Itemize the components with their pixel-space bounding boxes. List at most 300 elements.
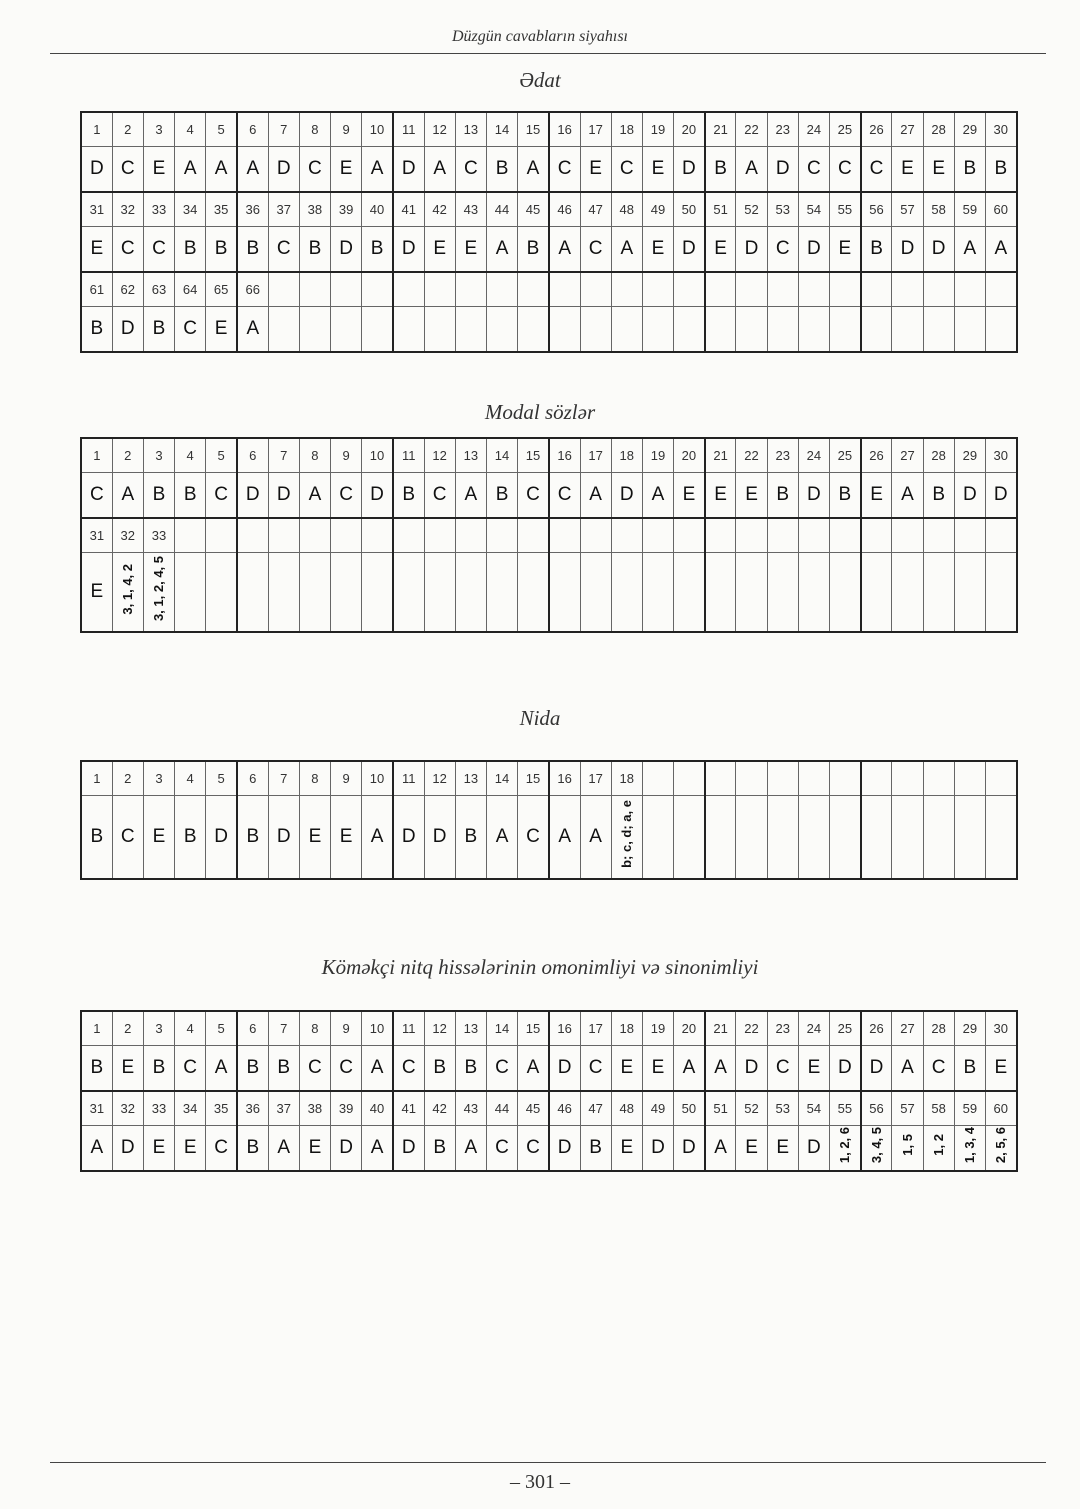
question-number-cell: [736, 761, 767, 796]
answer-cell: D: [268, 473, 299, 519]
question-number-cell: 14: [486, 1011, 517, 1046]
answer-cell: C: [143, 227, 174, 273]
answer-cell: C: [175, 307, 206, 353]
question-number-cell: 34: [175, 192, 206, 227]
question-number-cell: 24: [798, 112, 829, 147]
answer-cell: C: [112, 147, 143, 193]
question-number-cell: [861, 761, 892, 796]
question-number-cell: [362, 272, 393, 307]
answer-cell: [736, 553, 767, 633]
answer-cell: C: [175, 1046, 206, 1092]
question-number-cell: 29: [954, 438, 985, 473]
answer-cell: D: [362, 473, 393, 519]
answer-cell: D: [237, 473, 268, 519]
question-number-cell: [830, 272, 861, 307]
answer-cell: [892, 796, 923, 880]
question-number-cell: [611, 518, 642, 553]
question-number-row: [81, 438, 1017, 473]
question-number-cell: 33: [143, 1091, 174, 1126]
question-number-cell: [393, 518, 424, 553]
answer-cell: [206, 553, 237, 633]
question-number-cell: 64: [175, 272, 206, 307]
answer-cell: [455, 307, 486, 353]
question-number-cell: 15: [518, 1011, 549, 1046]
question-number-cell: 33: [143, 518, 174, 553]
question-number-cell: [767, 272, 798, 307]
answer-cell: E: [299, 1126, 330, 1172]
answer-cell: [985, 796, 1016, 880]
footer-rule: [50, 1462, 1046, 1463]
answer-cell: D: [736, 1046, 767, 1092]
answer-cell: A: [985, 227, 1016, 273]
question-number-cell: 33: [143, 192, 174, 227]
answer-cell: C: [112, 796, 143, 880]
question-number-cell: 59: [954, 192, 985, 227]
answer-cell: [424, 307, 455, 353]
answer-cell: [798, 553, 829, 633]
answer-cell: A: [892, 1046, 923, 1092]
question-number-cell: [798, 518, 829, 553]
question-number-cell: [268, 272, 299, 307]
question-number-cell: 50: [674, 192, 705, 227]
answer-cell: B: [923, 473, 954, 519]
answer-sequence: 3, 1, 2, 4, 5: [151, 556, 167, 622]
answer-cell: [830, 796, 861, 880]
answer-cell: A: [954, 227, 985, 273]
answer-table-nida: [80, 760, 1018, 880]
question-number-cell: 57: [892, 192, 923, 227]
question-number-cell: 16: [549, 761, 580, 796]
answer-cell: C: [206, 1126, 237, 1172]
question-number-cell: 23: [767, 112, 798, 147]
answer-cell: [549, 307, 580, 353]
question-number-cell: 5: [206, 112, 237, 147]
answer-cell: E: [143, 1126, 174, 1172]
answer-cell: D: [830, 1046, 861, 1092]
answer-cell: E: [892, 147, 923, 193]
answer-cell: B: [299, 227, 330, 273]
answer-cell: [642, 307, 673, 353]
question-number-cell: [331, 272, 362, 307]
question-number-cell: 3: [143, 1011, 174, 1046]
answer-cell: [549, 553, 580, 633]
question-number-cell: 29: [954, 112, 985, 147]
answer-cell: B: [455, 796, 486, 880]
question-number-cell: 62: [112, 272, 143, 307]
answer-cell: A: [455, 1126, 486, 1172]
question-number-cell: [798, 761, 829, 796]
question-number-cell: 57: [892, 1091, 923, 1126]
answer-cell: A: [81, 1126, 112, 1172]
answer-cell: [985, 1126, 1016, 1172]
answer-cell: B: [580, 1126, 611, 1172]
answer-cell: E: [861, 473, 892, 519]
answer-cell: [923, 307, 954, 353]
question-number-cell: 26: [861, 112, 892, 147]
answer-cell: [112, 553, 143, 633]
answer-cell: B: [424, 1126, 455, 1172]
answer-table-modal: [80, 437, 1018, 633]
question-number-row: [81, 272, 1017, 307]
answer-cell: C: [923, 1046, 954, 1092]
answer-cell: B: [175, 796, 206, 880]
answer-cell: C: [486, 1046, 517, 1092]
question-number-cell: 9: [331, 1011, 362, 1046]
answer-cell: [362, 307, 393, 353]
answer-cell: A: [736, 147, 767, 193]
answer-cell: [518, 553, 549, 633]
answer-cell: B: [237, 796, 268, 880]
answer-cell: A: [580, 473, 611, 519]
question-number-cell: 46: [549, 1091, 580, 1126]
question-number-cell: 49: [642, 1091, 673, 1126]
answer-cell: B: [861, 227, 892, 273]
question-number-cell: 55: [830, 1091, 861, 1126]
question-number-cell: 43: [455, 1091, 486, 1126]
question-number-cell: [455, 518, 486, 553]
question-number-cell: 5: [206, 1011, 237, 1046]
answer-cell: E: [798, 1046, 829, 1092]
question-number-cell: [954, 518, 985, 553]
question-number-cell: 24: [798, 438, 829, 473]
question-number-cell: [206, 518, 237, 553]
answer-cell: B: [985, 147, 1016, 193]
answer-cell: D: [112, 307, 143, 353]
section-title-edat: Ədat: [519, 68, 561, 92]
answer-cell: A: [518, 1046, 549, 1092]
answer-cell: A: [237, 307, 268, 353]
question-number-cell: [424, 518, 455, 553]
question-number-cell: 45: [518, 192, 549, 227]
question-number-cell: [923, 272, 954, 307]
answer-cell: A: [206, 1046, 237, 1092]
question-number-cell: 34: [175, 1091, 206, 1126]
answer-cell: [393, 553, 424, 633]
question-number-cell: 2: [112, 112, 143, 147]
answer-cell: A: [674, 1046, 705, 1092]
question-number-cell: 25: [830, 438, 861, 473]
answer-cell: B: [237, 227, 268, 273]
answer-cell: [954, 553, 985, 633]
question-number-cell: 41: [393, 192, 424, 227]
answer-row: [81, 1126, 1017, 1172]
answer-cell: [424, 553, 455, 633]
question-number-cell: 50: [674, 1091, 705, 1126]
question-number-cell: 2: [112, 438, 143, 473]
answer-cell: A: [642, 473, 673, 519]
answer-row: [81, 473, 1017, 519]
question-number-cell: 39: [331, 1091, 362, 1126]
question-number-cell: [424, 272, 455, 307]
answer-cell: B: [268, 1046, 299, 1092]
question-number-cell: 11: [393, 761, 424, 796]
question-number-cell: 31: [81, 1091, 112, 1126]
question-number-cell: 12: [424, 112, 455, 147]
answer-cell: C: [455, 147, 486, 193]
answer-cell: [580, 307, 611, 353]
question-number-cell: [736, 272, 767, 307]
answer-cell: C: [112, 227, 143, 273]
question-number-cell: 11: [393, 1011, 424, 1046]
answer-table-omonimlik: [80, 1010, 1018, 1172]
answer-cell: [830, 307, 861, 353]
question-number-cell: 40: [362, 192, 393, 227]
answer-cell: C: [580, 1046, 611, 1092]
answer-cell: A: [518, 147, 549, 193]
question-number-cell: 48: [611, 192, 642, 227]
answer-cell: C: [486, 1126, 517, 1172]
question-number-cell: 58: [923, 1091, 954, 1126]
answer-cell: E: [923, 147, 954, 193]
answer-cell: [455, 553, 486, 633]
answer-cell: [861, 1126, 892, 1172]
question-number-cell: 16: [549, 1011, 580, 1046]
answer-sequence: 1, 3, 4: [962, 1126, 978, 1164]
question-number-cell: 65: [206, 272, 237, 307]
answer-cell: [642, 796, 673, 880]
question-number-cell: [985, 272, 1016, 307]
answer-cell: A: [705, 1126, 736, 1172]
answer-cell: [985, 553, 1016, 633]
answer-sequence: 1, 2, 6: [837, 1126, 853, 1164]
question-number-cell: 16: [549, 438, 580, 473]
question-number-cell: 3: [143, 761, 174, 796]
question-number-cell: 4: [175, 761, 206, 796]
section-title-nida: Nida: [519, 706, 561, 730]
answer-cell: [331, 307, 362, 353]
answer-cell: A: [299, 473, 330, 519]
question-number-cell: [674, 518, 705, 553]
question-number-cell: [549, 518, 580, 553]
question-number-cell: 14: [486, 112, 517, 147]
question-number-cell: 31: [81, 192, 112, 227]
answer-cell: B: [954, 1046, 985, 1092]
answer-cell: E: [736, 1126, 767, 1172]
question-number-cell: 15: [518, 438, 549, 473]
question-number-cell: 35: [206, 1091, 237, 1126]
answer-cell: [767, 553, 798, 633]
answer-cell: C: [424, 473, 455, 519]
question-number-cell: 22: [736, 1011, 767, 1046]
question-number-cell: 27: [892, 112, 923, 147]
question-number-cell: 58: [923, 192, 954, 227]
question-number-cell: 23: [767, 438, 798, 473]
answer-cell: E: [736, 473, 767, 519]
page-number: – 301 –: [510, 1471, 570, 1493]
answer-cell: D: [798, 227, 829, 273]
question-number-cell: 14: [486, 761, 517, 796]
answer-cell: E: [985, 1046, 1016, 1092]
answer-cell: E: [299, 796, 330, 880]
question-number-cell: [642, 272, 673, 307]
question-number-cell: 25: [830, 1011, 861, 1046]
question-number-cell: [518, 518, 549, 553]
answer-cell: B: [362, 227, 393, 273]
answer-cell: B: [206, 227, 237, 273]
answer-cell: D: [206, 796, 237, 880]
question-number-cell: 51: [705, 1091, 736, 1126]
question-number-cell: 20: [674, 112, 705, 147]
answer-cell: C: [331, 473, 362, 519]
question-number-cell: 7: [268, 112, 299, 147]
question-number-cell: 52: [736, 192, 767, 227]
answer-cell: C: [518, 796, 549, 880]
answer-cell: [486, 307, 517, 353]
answer-cell: D: [736, 227, 767, 273]
answer-cell: A: [424, 147, 455, 193]
question-number-cell: 37: [268, 192, 299, 227]
question-number-cell: 4: [175, 438, 206, 473]
question-number-cell: 28: [923, 1011, 954, 1046]
answer-row: [81, 1046, 1017, 1092]
answer-cell: [892, 1126, 923, 1172]
answer-cell: B: [143, 307, 174, 353]
answer-cell: D: [112, 1126, 143, 1172]
answer-cell: [923, 553, 954, 633]
question-number-cell: 39: [331, 192, 362, 227]
question-number-cell: 7: [268, 438, 299, 473]
question-number-cell: 3: [143, 438, 174, 473]
answer-cell: [705, 553, 736, 633]
answer-cell: [143, 553, 174, 633]
answer-cell: D: [767, 147, 798, 193]
question-number-cell: 2: [112, 761, 143, 796]
answer-row: [81, 227, 1017, 273]
question-number-cell: 10: [362, 761, 393, 796]
answer-cell: D: [331, 227, 362, 273]
question-number-cell: [518, 272, 549, 307]
answer-cell: [985, 307, 1016, 353]
question-number-cell: 18: [611, 112, 642, 147]
question-number-cell: 26: [861, 438, 892, 473]
answer-cell: C: [549, 473, 580, 519]
question-number-cell: 66: [237, 272, 268, 307]
answer-cell: C: [767, 1046, 798, 1092]
question-number-cell: [798, 272, 829, 307]
question-number-cell: [861, 272, 892, 307]
answer-cell: [767, 307, 798, 353]
answer-cell: [798, 307, 829, 353]
question-number-cell: 26: [861, 1011, 892, 1046]
question-number-cell: [861, 518, 892, 553]
question-number-cell: 8: [299, 761, 330, 796]
answer-cell: [798, 796, 829, 880]
answer-cell: B: [175, 473, 206, 519]
answer-cell: B: [705, 147, 736, 193]
answer-cell: C: [299, 1046, 330, 1092]
answer-row: [81, 796, 1017, 880]
question-number-cell: 43: [455, 192, 486, 227]
question-number-cell: 1: [81, 438, 112, 473]
answer-cell: [892, 307, 923, 353]
question-number-cell: 13: [455, 112, 486, 147]
answer-cell: C: [798, 147, 829, 193]
answer-cell: E: [143, 796, 174, 880]
question-number-cell: 15: [518, 112, 549, 147]
question-number-cell: 13: [455, 761, 486, 796]
answer-cell: [736, 307, 767, 353]
answer-cell: D: [393, 1126, 424, 1172]
answer-cell: C: [268, 227, 299, 273]
question-number-cell: 30: [985, 438, 1016, 473]
question-number-cell: [985, 761, 1016, 796]
question-number-cell: 40: [362, 1091, 393, 1126]
question-number-cell: [268, 518, 299, 553]
answer-cell: B: [954, 147, 985, 193]
answer-cell: [611, 796, 642, 880]
question-number-cell: 9: [331, 112, 362, 147]
answer-cell: [736, 796, 767, 880]
question-number-cell: 52: [736, 1091, 767, 1126]
question-number-cell: [923, 761, 954, 796]
question-number-cell: 21: [705, 438, 736, 473]
answer-cell: B: [393, 473, 424, 519]
question-number-cell: 17: [580, 1011, 611, 1046]
answer-table-edat: [80, 111, 1018, 353]
question-number-cell: 27: [892, 438, 923, 473]
question-number-cell: 35: [206, 192, 237, 227]
answer-cell: [954, 307, 985, 353]
question-number-cell: 44: [486, 1091, 517, 1126]
question-number-cell: [642, 518, 673, 553]
question-number-cell: [486, 518, 517, 553]
question-number-cell: 6: [237, 761, 268, 796]
answer-sequence: 2, 5, 6: [993, 1126, 1009, 1164]
answer-cell: E: [580, 147, 611, 193]
answer-cell: [892, 553, 923, 633]
answer-cell: D: [331, 1126, 362, 1172]
answer-cell: D: [549, 1126, 580, 1172]
answer-cell: [954, 796, 985, 880]
answer-cell: A: [112, 473, 143, 519]
question-number-cell: 53: [767, 192, 798, 227]
answer-cell: D: [393, 147, 424, 193]
question-number-cell: 63: [143, 272, 174, 307]
question-number-cell: 21: [705, 112, 736, 147]
answer-cell: B: [143, 473, 174, 519]
question-number-cell: 6: [237, 112, 268, 147]
answer-cell: A: [362, 1126, 393, 1172]
section-title-modal: Modal sözlər: [484, 400, 596, 424]
question-number-cell: 48: [611, 1091, 642, 1126]
answer-cell: E: [455, 227, 486, 273]
question-number-cell: 9: [331, 761, 362, 796]
answer-cell: E: [331, 147, 362, 193]
question-number-cell: [892, 518, 923, 553]
answer-row: [81, 147, 1017, 193]
question-number-cell: [580, 272, 611, 307]
answer-sequence: 3, 1, 4, 2: [120, 563, 136, 615]
answer-cell: D: [642, 1126, 673, 1172]
question-number-cell: 16: [549, 112, 580, 147]
question-number-cell: 4: [175, 1011, 206, 1046]
answer-cell: C: [580, 227, 611, 273]
question-number-cell: [892, 272, 923, 307]
answer-cell: C: [331, 1046, 362, 1092]
answer-cell: D: [393, 796, 424, 880]
question-number-cell: 47: [580, 1091, 611, 1126]
question-number-cell: 1: [81, 761, 112, 796]
answer-cell: D: [268, 147, 299, 193]
question-number-cell: [736, 518, 767, 553]
question-number-cell: 36: [237, 1091, 268, 1126]
answer-cell: B: [767, 473, 798, 519]
answer-cell: E: [81, 553, 112, 633]
header-rule: [50, 53, 1046, 54]
question-number-row: [81, 761, 1017, 796]
answer-cell: [674, 553, 705, 633]
question-number-cell: [175, 518, 206, 553]
